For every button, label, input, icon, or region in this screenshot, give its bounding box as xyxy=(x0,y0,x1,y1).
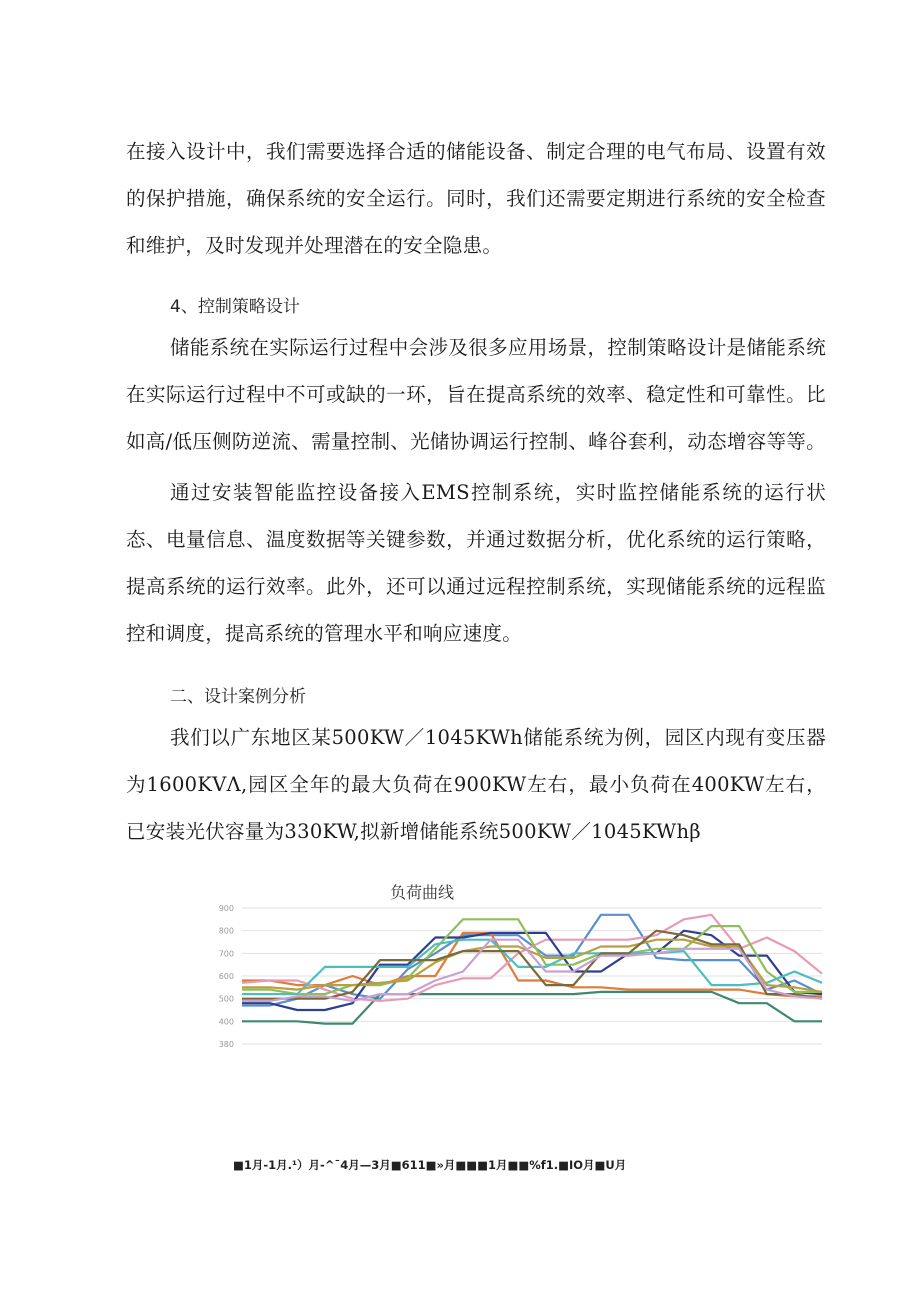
chart-title: 负荷曲线 xyxy=(389,883,455,902)
y-tick-label: 400 xyxy=(218,1017,234,1027)
paragraph-case-example: 我们以广东地区某500KW／1045KWh储能系统为例，园区内现有变压器为1600KVΛ,园区全年的最大负荷在900KW左右，最小负荷在400KW左右，已安装光伏容量为330KW,拟新增储能系统500KW／1045KWhβ xyxy=(126,726,826,843)
heading-case-analysis: 二、设计案例分析 xyxy=(170,687,306,707)
y-tick-label: 700 xyxy=(218,949,234,959)
y-tick-label: 600 xyxy=(218,972,234,981)
y-tick-label: 500 xyxy=(218,994,234,1004)
paragraph-access-design: 在接入设计中，我们需要选择合适的储能设备、制定合理的电气布局、设置有效的保护措施，确保系统的安全运行。同时，我们还需要定期进行系统的安全检查和维护，及时发现并处理潜在的安全隐患。 xyxy=(126,140,826,257)
y-tick-label: 380 xyxy=(218,1040,234,1049)
heading-control-strategy: 4、控制策略设计 xyxy=(170,297,300,317)
paragraph-monitoring: 通过安装智能监控设备接入EMS控制系统，实时监控储能系统的运行状态、电量信息、温度数据等关键参数，并通过数据分析，优化系统的运行策略，提高系统的运行效率。此外，还可以通过远程控制系统，实现储能系统的远程监控和调度，提高系统的管理水平和响应速度。 xyxy=(126,481,826,645)
y-tick-label: 800 xyxy=(218,926,234,936)
chart-legend: ■1月-1月.¹）月-^¯4月—3月■611■»月■■■1月■■%f1.■IO月■U月 xyxy=(233,1158,627,1172)
paragraph-control-strategy: 储能系统在实际运行过程中会涉及很多应用场景，控制策略设计是储能系统在实际运行过程中不可或缺的一环，旨在提高系统的效率、稳定性和可靠性。比如高/低压侧防逆流、需量控制、光储协调运行控制、峰谷套利，动态增容等等。 xyxy=(126,336,826,453)
y-axis-ticks xyxy=(219,904,234,1049)
load-curve-chart xyxy=(190,870,830,1060)
y-tick-label: 900 xyxy=(218,904,234,913)
series-line-4 xyxy=(242,915,822,1001)
